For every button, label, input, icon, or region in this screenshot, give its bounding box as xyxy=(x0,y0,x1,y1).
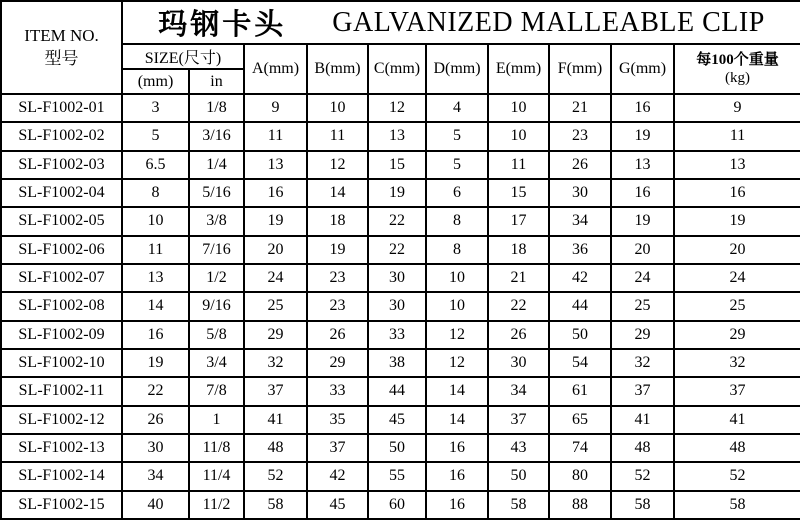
cell-a: 41 xyxy=(244,406,307,434)
cell-size-in: 5/8 xyxy=(189,321,244,349)
cell-f: 30 xyxy=(549,179,611,207)
cell-g: 20 xyxy=(611,236,674,264)
cell-c: 38 xyxy=(368,349,426,377)
cell-d: 6 xyxy=(426,179,488,207)
cell-f: 34 xyxy=(549,207,611,235)
cell-a: 58 xyxy=(244,491,307,519)
cell-item-no: SL-F1002-02 xyxy=(1,122,122,150)
cell-f: 36 xyxy=(549,236,611,264)
cell-b: 23 xyxy=(307,264,368,292)
cell-weight: 16 xyxy=(674,179,800,207)
cell-b: 45 xyxy=(307,491,368,519)
cell-item-no: SL-F1002-01 xyxy=(1,94,122,122)
cell-size-in: 3/8 xyxy=(189,207,244,235)
cell-f: 50 xyxy=(549,321,611,349)
table-body xyxy=(1,94,800,519)
cell-item-no: SL-F1002-03 xyxy=(1,151,122,179)
cell-size-mm: 14 xyxy=(122,292,189,320)
cell-size-in: 1/2 xyxy=(189,264,244,292)
weight-header-unit: (kg) xyxy=(725,70,751,86)
cell-b: 12 xyxy=(307,151,368,179)
cell-weight: 19 xyxy=(674,207,800,235)
cell-size-mm: 40 xyxy=(122,491,189,519)
cell-size-mm: 11 xyxy=(122,236,189,264)
cell-a: 20 xyxy=(244,236,307,264)
cell-c: 30 xyxy=(368,292,426,320)
cell-a: 13 xyxy=(244,151,307,179)
cell-b: 35 xyxy=(307,406,368,434)
cell-f: 88 xyxy=(549,491,611,519)
table-row xyxy=(1,236,800,264)
cell-d: 5 xyxy=(426,122,488,150)
cell-b: 11 xyxy=(307,122,368,150)
cell-item-no: SL-F1002-11 xyxy=(1,377,122,405)
cell-b: 10 xyxy=(307,94,368,122)
item-no-label-cn: 型号 xyxy=(44,48,79,68)
table-row xyxy=(1,491,800,519)
cell-g: 58 xyxy=(611,491,674,519)
cell-weight: 9 xyxy=(674,94,800,122)
cell-c: 30 xyxy=(368,264,426,292)
cell-a: 37 xyxy=(244,377,307,405)
cell-weight: 41 xyxy=(674,406,800,434)
cell-item-no: SL-F1002-13 xyxy=(1,434,122,462)
cell-d: 5 xyxy=(426,151,488,179)
cell-size-in: 5/16 xyxy=(189,179,244,207)
table-row xyxy=(1,349,800,377)
cell-item-no: SL-F1002-10 xyxy=(1,349,122,377)
cell-weight: 52 xyxy=(674,462,800,490)
table-row xyxy=(1,462,800,490)
cell-item-no: SL-F1002-05 xyxy=(1,207,122,235)
cell-f: 61 xyxy=(549,377,611,405)
cell-g: 16 xyxy=(611,179,674,207)
cell-d: 14 xyxy=(426,406,488,434)
cell-size-in: 1/4 xyxy=(189,151,244,179)
size-header: SIZE(尺寸) xyxy=(122,44,244,69)
cell-a: 48 xyxy=(244,434,307,462)
cell-size-in: 1 xyxy=(189,406,244,434)
cell-c: 33 xyxy=(368,321,426,349)
cell-size-mm: 16 xyxy=(122,321,189,349)
cell-item-no: SL-F1002-08 xyxy=(1,292,122,320)
cell-e: 18 xyxy=(488,236,549,264)
col-header-mm: (mm) xyxy=(122,69,189,94)
cell-c: 45 xyxy=(368,406,426,434)
cell-size-mm: 34 xyxy=(122,462,189,490)
cell-g: 32 xyxy=(611,349,674,377)
cell-weight: 24 xyxy=(674,264,800,292)
table-row xyxy=(1,264,800,292)
cell-a: 19 xyxy=(244,207,307,235)
cell-g: 19 xyxy=(611,122,674,150)
cell-size-mm: 13 xyxy=(122,264,189,292)
cell-d: 8 xyxy=(426,236,488,264)
cell-g: 37 xyxy=(611,377,674,405)
table-row xyxy=(1,207,800,235)
col-header-c: C(mm) xyxy=(368,44,426,94)
cell-size-mm: 5 xyxy=(122,122,189,150)
cell-a: 32 xyxy=(244,349,307,377)
item-no-header xyxy=(1,1,122,94)
cell-b: 42 xyxy=(307,462,368,490)
cell-size-in: 7/16 xyxy=(189,236,244,264)
cell-f: 42 xyxy=(549,264,611,292)
col-header-g: G(mm) xyxy=(611,44,674,94)
cell-size-in: 7/8 xyxy=(189,377,244,405)
cell-weight: 13 xyxy=(674,151,800,179)
cell-d: 8 xyxy=(426,207,488,235)
table-row xyxy=(1,151,800,179)
col-header-d: D(mm) xyxy=(426,44,488,94)
cell-size-mm: 8 xyxy=(122,179,189,207)
cell-size-mm: 26 xyxy=(122,406,189,434)
cell-d: 10 xyxy=(426,292,488,320)
cell-size-in: 11/8 xyxy=(189,434,244,462)
table-row xyxy=(1,377,800,405)
cell-weight: 25 xyxy=(674,292,800,320)
cell-size-mm: 6.5 xyxy=(122,151,189,179)
cell-c: 55 xyxy=(368,462,426,490)
cell-d: 16 xyxy=(426,491,488,519)
table-row xyxy=(1,292,800,320)
cell-b: 19 xyxy=(307,236,368,264)
cell-d: 12 xyxy=(426,321,488,349)
cell-b: 26 xyxy=(307,321,368,349)
cell-f: 54 xyxy=(549,349,611,377)
col-header-e: E(mm) xyxy=(488,44,549,94)
cell-b: 14 xyxy=(307,179,368,207)
cell-weight: 58 xyxy=(674,491,800,519)
cell-item-no: SL-F1002-14 xyxy=(1,462,122,490)
col-header-a: A(mm) xyxy=(244,44,307,94)
cell-b: 23 xyxy=(307,292,368,320)
cell-e: 30 xyxy=(488,349,549,377)
cell-b: 29 xyxy=(307,349,368,377)
cell-e: 21 xyxy=(488,264,549,292)
cell-g: 24 xyxy=(611,264,674,292)
cell-e: 11 xyxy=(488,151,549,179)
cell-item-no: SL-F1002-09 xyxy=(1,321,122,349)
cell-weight: 48 xyxy=(674,434,800,462)
page-title-en: GALVANIZED MALLEABLE CLIP xyxy=(332,6,765,38)
cell-weight: 20 xyxy=(674,236,800,264)
cell-weight: 37 xyxy=(674,377,800,405)
cell-a: 24 xyxy=(244,264,307,292)
col-header-b: B(mm) xyxy=(307,44,368,94)
cell-a: 11 xyxy=(244,122,307,150)
cell-item-no: SL-F1002-12 xyxy=(1,406,122,434)
cell-g: 48 xyxy=(611,434,674,462)
cell-c: 15 xyxy=(368,151,426,179)
cell-e: 58 xyxy=(488,491,549,519)
cell-e: 43 xyxy=(488,434,549,462)
cell-g: 52 xyxy=(611,462,674,490)
cell-item-no: SL-F1002-07 xyxy=(1,264,122,292)
cell-c: 50 xyxy=(368,434,426,462)
cell-f: 44 xyxy=(549,292,611,320)
cell-size-mm: 3 xyxy=(122,94,189,122)
cell-a: 29 xyxy=(244,321,307,349)
cell-g: 16 xyxy=(611,94,674,122)
cell-a: 16 xyxy=(244,179,307,207)
cell-c: 60 xyxy=(368,491,426,519)
table-row xyxy=(1,122,800,150)
table-title xyxy=(122,1,800,44)
cell-weight: 11 xyxy=(674,122,800,150)
cell-size-in: 1/8 xyxy=(189,94,244,122)
cell-d: 10 xyxy=(426,264,488,292)
cell-size-mm: 30 xyxy=(122,434,189,462)
cell-f: 74 xyxy=(549,434,611,462)
cell-e: 37 xyxy=(488,406,549,434)
cell-e: 50 xyxy=(488,462,549,490)
table-row xyxy=(1,406,800,434)
cell-size-in: 9/16 xyxy=(189,292,244,320)
cell-c: 22 xyxy=(368,236,426,264)
cell-b: 37 xyxy=(307,434,368,462)
cell-f: 65 xyxy=(549,406,611,434)
cell-d: 4 xyxy=(426,94,488,122)
table-header xyxy=(1,1,800,94)
cell-a: 25 xyxy=(244,292,307,320)
cell-g: 41 xyxy=(611,406,674,434)
cell-b: 18 xyxy=(307,207,368,235)
cell-e: 10 xyxy=(488,94,549,122)
cell-c: 19 xyxy=(368,179,426,207)
cell-item-no: SL-F1002-15 xyxy=(1,491,122,519)
cell-e: 34 xyxy=(488,377,549,405)
cell-f: 23 xyxy=(549,122,611,150)
col-header-f: F(mm) xyxy=(549,44,611,94)
weight-header-label: 每100个重量 xyxy=(696,52,779,68)
cell-size-in: 3/16 xyxy=(189,122,244,150)
cell-f: 26 xyxy=(549,151,611,179)
weight-header xyxy=(674,44,800,94)
cell-c: 22 xyxy=(368,207,426,235)
cell-b: 33 xyxy=(307,377,368,405)
title-row xyxy=(1,1,800,44)
cell-size-mm: 10 xyxy=(122,207,189,235)
cell-d: 12 xyxy=(426,349,488,377)
table-row xyxy=(1,321,800,349)
cell-size-in: 11/4 xyxy=(189,462,244,490)
cell-size-in: 11/2 xyxy=(189,491,244,519)
table-row xyxy=(1,94,800,122)
cell-g: 29 xyxy=(611,321,674,349)
cell-item-no: SL-F1002-06 xyxy=(1,236,122,264)
cell-d: 16 xyxy=(426,462,488,490)
cell-d: 16 xyxy=(426,434,488,462)
cell-item-no: SL-F1002-04 xyxy=(1,179,122,207)
table-row xyxy=(1,179,800,207)
table-row xyxy=(1,434,800,462)
cell-f: 80 xyxy=(549,462,611,490)
cell-g: 19 xyxy=(611,207,674,235)
cell-c: 12 xyxy=(368,94,426,122)
cell-e: 26 xyxy=(488,321,549,349)
cell-e: 15 xyxy=(488,179,549,207)
cell-weight: 32 xyxy=(674,349,800,377)
cell-c: 44 xyxy=(368,377,426,405)
cell-size-mm: 22 xyxy=(122,377,189,405)
cell-g: 13 xyxy=(611,151,674,179)
cell-a: 52 xyxy=(244,462,307,490)
item-no-label: ITEM NO. xyxy=(24,26,99,46)
page-title-cn: 玛钢卡头 xyxy=(158,9,287,41)
cell-weight: 29 xyxy=(674,321,800,349)
cell-c: 13 xyxy=(368,122,426,150)
cell-g: 25 xyxy=(611,292,674,320)
cell-size-mm: 19 xyxy=(122,349,189,377)
cell-a: 9 xyxy=(244,94,307,122)
col-header-in: in xyxy=(189,69,244,94)
cell-f: 21 xyxy=(549,94,611,122)
cell-e: 17 xyxy=(488,207,549,235)
cell-e: 22 xyxy=(488,292,549,320)
cell-e: 10 xyxy=(488,122,549,150)
cell-size-in: 3/4 xyxy=(189,349,244,377)
cell-d: 14 xyxy=(426,377,488,405)
